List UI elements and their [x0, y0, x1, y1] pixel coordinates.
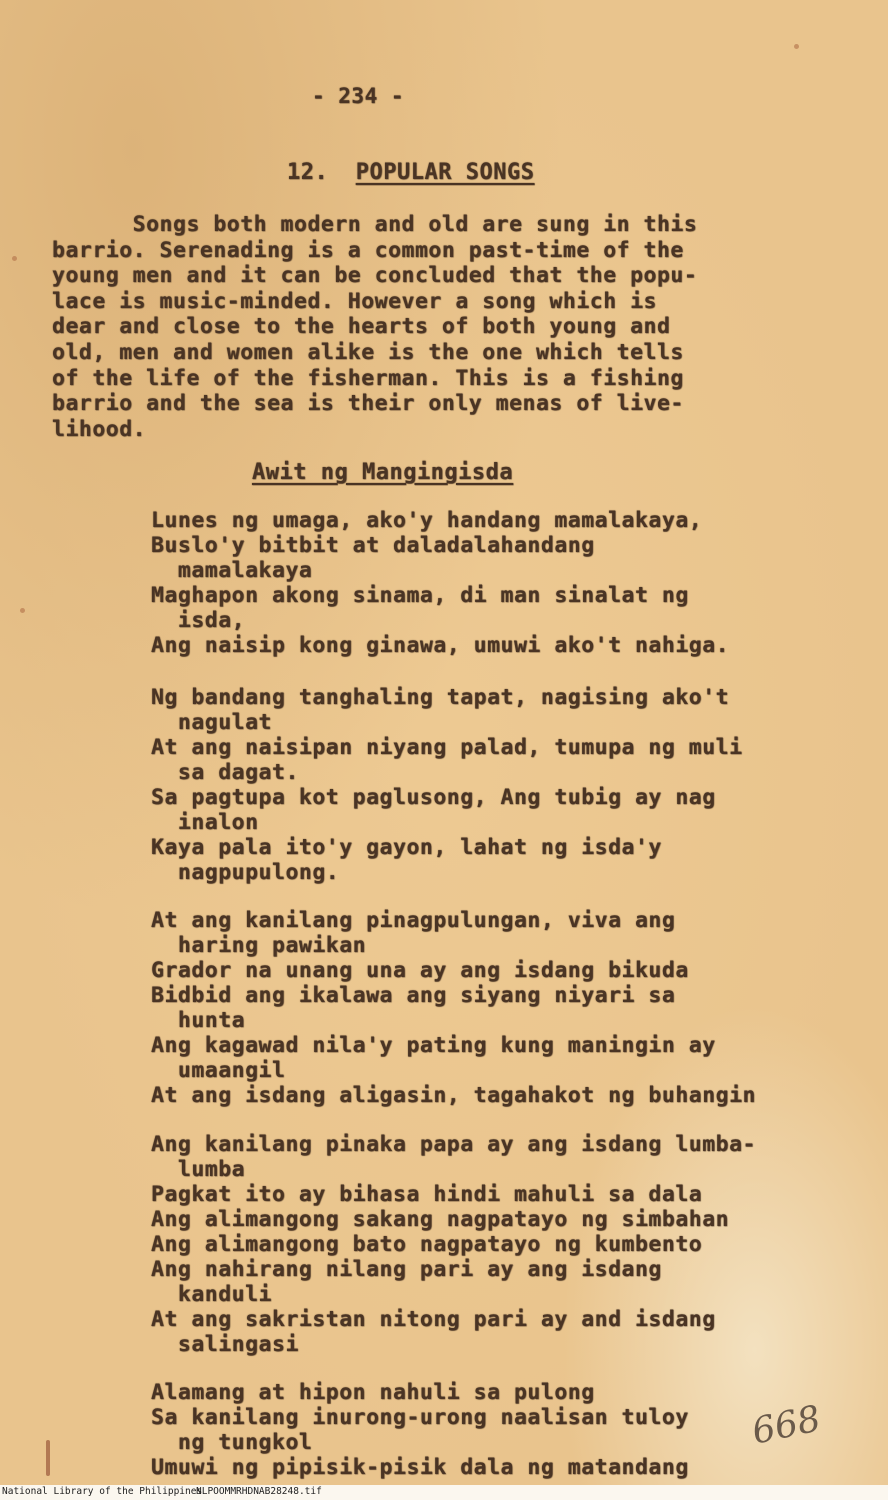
intro-line: lace is music-minded. However a song which is	[52, 288, 657, 314]
lyric-line: Ang kanilang pinaka papa ay ang isdang lumba-	[151, 1132, 756, 1157]
lyric-line: Pagkat ito ay bihasa hindi mahuli sa dala	[151, 1182, 703, 1207]
page-number: - 234 -	[312, 84, 405, 108]
lyric-line: Ng bandang tanghaling tapat, nagising ako't	[151, 685, 730, 710]
lyric-line: Kaya pala ito'y gayon, lahat ng isda'y	[151, 835, 662, 860]
lyric-line: Bidbid ang ikalawa ang siyang niyari sa	[151, 983, 676, 1008]
lyric-line: salingasi	[151, 1332, 299, 1357]
lyric-line: Ang naisip kong ginawa, umuwi ako't nahiga.	[151, 633, 730, 658]
lyric-line: Grador na unang una ay ang isdang bikuda	[151, 958, 689, 983]
lyric-line: Ang nahirang nilang pari ay ang isdang	[151, 1257, 662, 1282]
intro-line: of the life of the fisherman. This is a fishing	[52, 365, 684, 391]
lyric-line: Ang alimangong sakang nagpatayo ng simbahan	[151, 1207, 730, 1232]
section-heading	[287, 160, 534, 185]
lyric-line: Alamang at hipon nahuli sa pulong	[151, 1380, 595, 1405]
lyric-line: isda,	[151, 608, 246, 633]
handwritten-note: 668	[748, 1398, 825, 1453]
lyric-line: Umuwi ng pipisik-pisik dala ng matandang	[151, 1455, 689, 1480]
section-number: 12.	[287, 160, 329, 185]
intro-line: young men and it can be concluded that the popu-	[52, 263, 698, 289]
footer-filename: NLPOOMMRHDNAB28248.tif	[196, 1486, 322, 1497]
lyric-line: ng tungkol	[151, 1430, 313, 1455]
lyric-line: Sa kanilang inurong-urong naalisan tuloy	[151, 1405, 689, 1430]
intro-line: lihood.	[52, 416, 147, 442]
lyric-line: At ang naisipan niyang palad, tumupa ng muli	[151, 735, 743, 760]
lyric-line: Lunes ng umaga, ako'y handang mamalakaya,	[151, 508, 703, 533]
intro-line: barrio. Serenading is a common past-time of the	[52, 237, 684, 263]
song-stanza	[151, 685, 743, 885]
lyric-line: Ang kagawad nila'y pating kung maningin ay	[151, 1033, 716, 1058]
lyric-line: At ang isdang aligasin, tagahakot ng buhangin	[151, 1083, 756, 1108]
section-title: POPULAR SONGS	[355, 160, 535, 185]
intro-line: barrio and the sea is their only menas of live-	[52, 391, 684, 417]
stain-dot	[20, 608, 25, 613]
stain-dot	[794, 44, 799, 49]
lyric-line: Maghapon akong sinama, di man sinalat ng	[151, 583, 689, 608]
lyric-line: nagpupulong.	[151, 860, 340, 885]
song-stanza	[151, 1380, 689, 1480]
lyric-line: Ang alimangong bato nagpatayo ng kumbento	[151, 1232, 703, 1257]
song-stanza	[151, 1132, 756, 1357]
intro-line: dear and close to the hearts of both young and	[52, 314, 671, 340]
footer-bar	[0, 1485, 888, 1500]
lyric-line: At ang sakristan nitong pari ay and isdang	[151, 1307, 716, 1332]
lyric-line: haring pawikan	[151, 933, 367, 958]
lyric-line: Sa pagtupa kot paglusong, Ang tubig ay nag	[151, 785, 716, 810]
stain-dot	[12, 256, 17, 261]
lyric-line: lumba	[151, 1157, 246, 1182]
pen-mark	[46, 1440, 50, 1476]
lyric-line: mamalakaya	[151, 558, 313, 583]
intro-line: Songs both modern and old are sung in this	[52, 212, 698, 237]
lyric-line: sa dagat.	[151, 760, 299, 785]
lyric-line: Buslo'y bitbit at daladalahandang	[151, 533, 595, 558]
song-stanza	[151, 508, 729, 658]
lyric-line: At ang kanilang pinagpulungan, viva ang	[151, 908, 676, 933]
lyric-line: umaangil	[151, 1058, 286, 1083]
intro-line: old, men and women alike is the one which tells	[52, 339, 684, 365]
lyric-line: nagulat	[151, 710, 272, 735]
song-stanza	[151, 908, 756, 1108]
footer-library: National Library of the Philippines	[2, 1486, 203, 1497]
intro-paragraph	[52, 212, 697, 442]
lyric-line: hunta	[151, 1008, 246, 1033]
song-title: Awit ng Mangingisda	[252, 460, 514, 485]
lyric-line: inalon	[151, 810, 259, 835]
lyric-line: kanduli	[151, 1282, 272, 1307]
